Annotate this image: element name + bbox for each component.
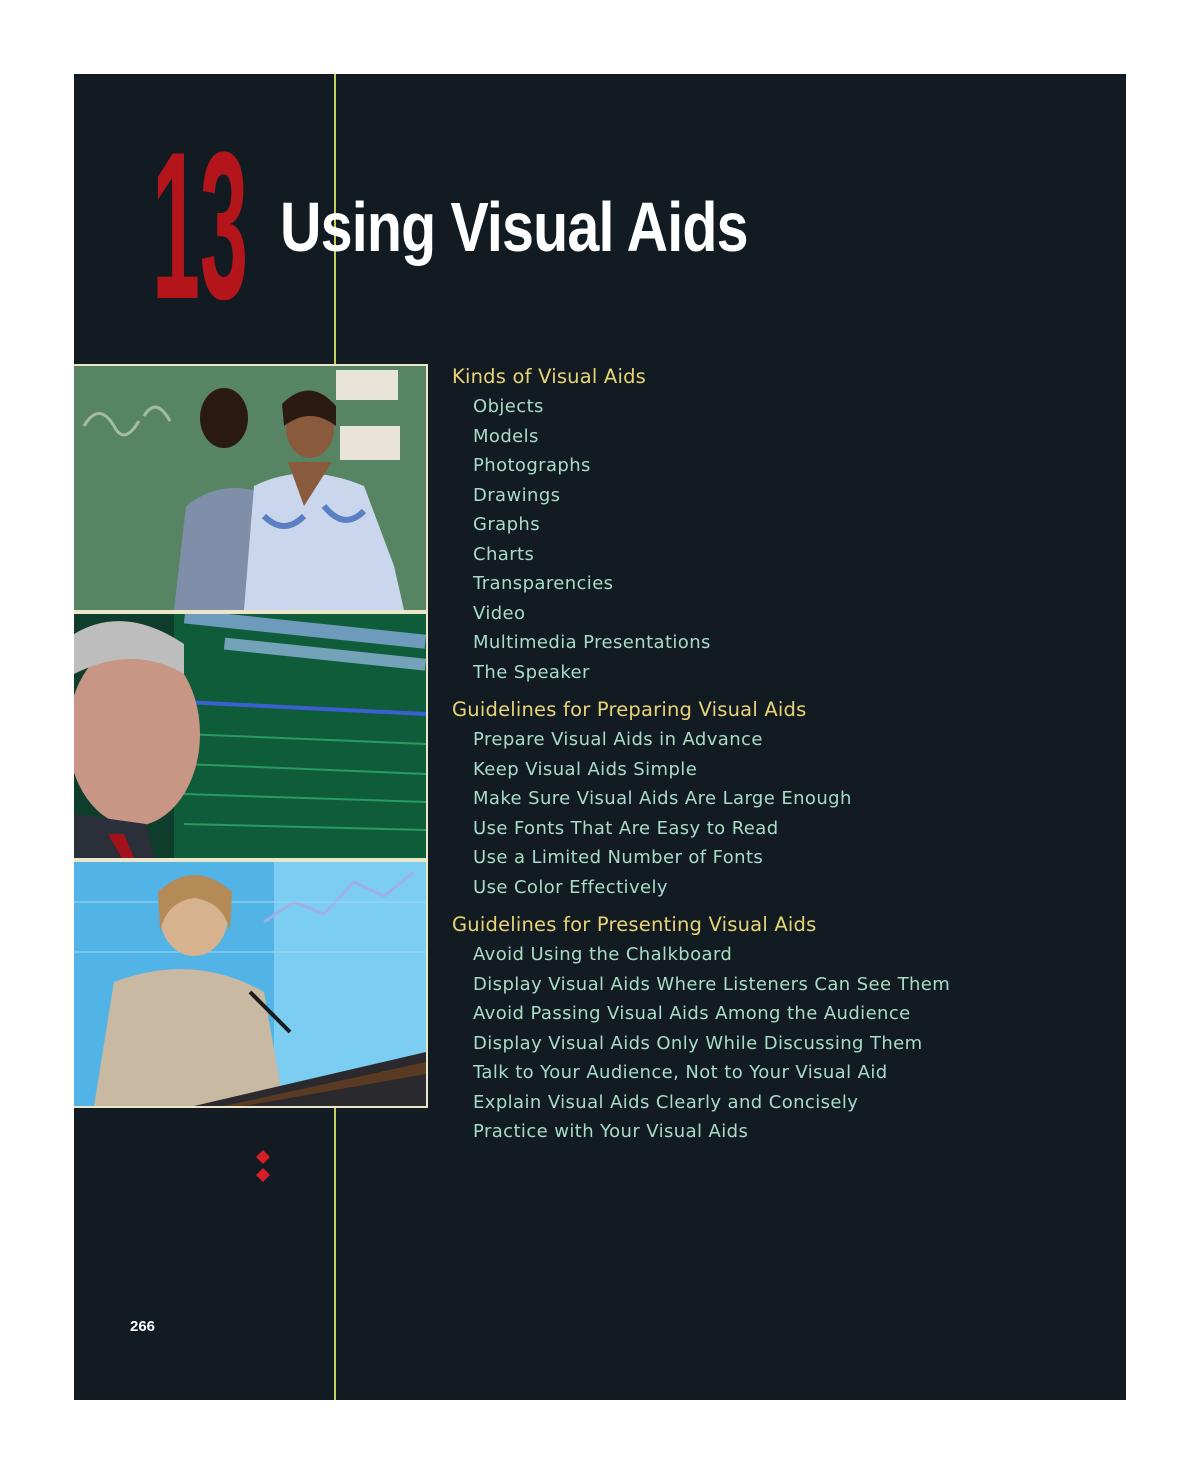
toc-item: Charts xyxy=(473,543,535,565)
toc-item: Transparencies xyxy=(473,573,614,594)
photo-stock-board xyxy=(74,612,428,860)
toc-item: Avoid Using the Chalkboard xyxy=(473,944,733,965)
chapter-title: Using Visual Aids xyxy=(280,188,748,266)
toc-item: Multimedia Presentations xyxy=(473,632,711,653)
toc-item: Photographs xyxy=(473,455,591,476)
toc-item: Use Fonts That Are Easy to Read xyxy=(473,817,779,839)
toc-item: Objects xyxy=(473,396,544,417)
toc-section xyxy=(452,910,1092,1147)
toc-item: Prepare Visual Aids in Advance xyxy=(473,729,763,750)
toc-item: Talk to Your Audience, Not to Your Visual Aid xyxy=(473,1062,888,1083)
podium-speaker-photo-icon xyxy=(74,862,426,1106)
toc-item: Display Visual Aids Only While Discussing Them xyxy=(473,1032,923,1054)
photo-podium-speaker xyxy=(74,860,428,1108)
toc-item: Make Sure Visual Aids Are Large Enough xyxy=(473,788,852,809)
toc-item: Video xyxy=(473,602,526,624)
toc-item: Display Visual Aids Where Listeners Can See Them xyxy=(473,973,951,995)
toc-item: Use Color Effectively xyxy=(473,876,668,898)
toc-list xyxy=(452,392,1092,687)
toc-item: Models xyxy=(473,425,539,447)
toc-item: Avoid Passing Visual Aids Among the Audience xyxy=(473,1003,911,1024)
photo-classroom xyxy=(74,364,428,612)
toc-item: The Speaker xyxy=(473,661,590,683)
toc-item: Drawings xyxy=(473,484,561,506)
stock-board-photo-icon xyxy=(74,614,426,858)
toc-section-heading: Guidelines for Presenting Visual Aids xyxy=(452,913,817,936)
toc-list xyxy=(452,725,1092,902)
classroom-photo-icon xyxy=(74,366,426,610)
red-diamond-dots-icon xyxy=(255,1150,271,1184)
photo-column xyxy=(74,364,430,1110)
chapter-number-text: 13 xyxy=(152,108,248,343)
toc-section xyxy=(452,695,1092,902)
toc-section-heading: Guidelines for Preparing Visual Aids xyxy=(452,698,807,721)
toc-section-heading: Kinds of Visual Aids xyxy=(452,365,647,388)
toc-item: Practice with Your Visual Aids xyxy=(473,1121,749,1142)
toc-list xyxy=(452,940,1092,1147)
toc-item: Explain Visual Aids Clearly and Concisely xyxy=(473,1091,859,1113)
toc-item: Use a Limited Number of Fonts xyxy=(473,847,764,868)
toc-item: Keep Visual Aids Simple xyxy=(473,758,698,780)
toc-section xyxy=(452,362,1092,687)
chapter-opener-page xyxy=(74,74,1126,1400)
page-number: 266 xyxy=(130,1318,156,1335)
toc-item: Graphs xyxy=(473,514,540,535)
chapter-contents xyxy=(452,362,1092,1155)
